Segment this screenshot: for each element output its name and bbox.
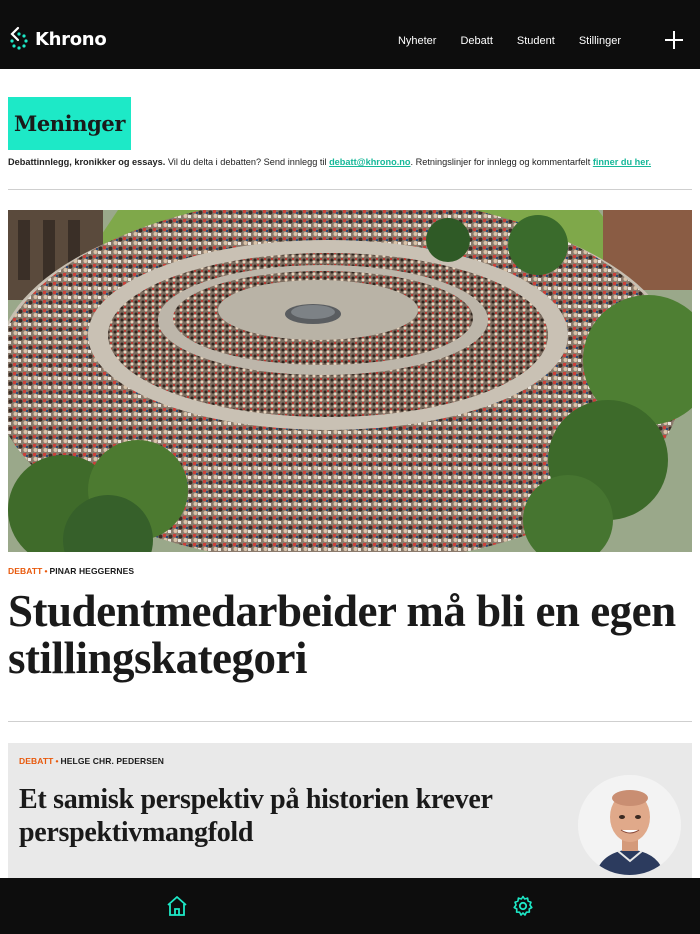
article-author[interactable]: PINAR HEGGERNES [49, 566, 135, 576]
article-headline[interactable]: Et samisk perspektiv på historien krever perspektivmangfold [19, 784, 493, 848]
intro-text-2: . Retningslinjer for innlegg og kommentarfelt [410, 157, 593, 167]
nav-item-student[interactable]: Student [516, 35, 555, 47]
article-kicker [19, 756, 164, 766]
nav-item-debatt[interactable]: Debatt [460, 35, 493, 47]
gear-icon [511, 894, 535, 918]
section-title: Meninger [13, 111, 126, 136]
main-nav [374, 35, 621, 47]
khrono-logo-icon [8, 26, 30, 52]
section-title-badge [8, 97, 131, 150]
article-category[interactable]: DEBATT [8, 566, 43, 576]
divider [8, 721, 692, 722]
plus-icon[interactable] [665, 31, 683, 49]
article-image[interactable] [8, 210, 692, 552]
top-navigation-bar [0, 0, 700, 69]
intro-bold: Debattinnlegg, kronikker og essays. [8, 157, 166, 167]
logo-text: Khrono [35, 28, 107, 50]
nav-item-stillinger[interactable]: Stillinger [578, 35, 621, 47]
home-button[interactable] [165, 894, 189, 918]
section-intro [8, 157, 698, 167]
separator-dot: • [44, 566, 48, 576]
divider [8, 189, 692, 190]
debate-email-link[interactable]: debatt@khrono.no [329, 157, 411, 167]
bottom-navigation-bar [0, 878, 700, 934]
article-kicker [8, 566, 134, 576]
article-headline[interactable]: Studentmedarbeider må bli en egen stillingskategori [8, 586, 676, 683]
crowd-outdoor-photo [8, 210, 692, 552]
author-portrait-image [578, 775, 681, 875]
settings-button[interactable] [511, 894, 535, 918]
author-portrait [578, 775, 681, 875]
nav-item-nyheter[interactable]: Nyheter [397, 35, 437, 47]
khrono-logo[interactable] [8, 26, 106, 52]
article-card[interactable] [8, 743, 692, 878]
intro-text: Vil du delta i debatten? Send innlegg til [165, 157, 330, 167]
article-category[interactable]: DEBATT [19, 756, 54, 766]
guidelines-link[interactable]: finner du her. [592, 157, 652, 167]
home-icon [165, 894, 189, 918]
article-author[interactable]: HELGE CHR. PEDERSEN [60, 756, 164, 766]
separator-dot: • [55, 756, 59, 766]
